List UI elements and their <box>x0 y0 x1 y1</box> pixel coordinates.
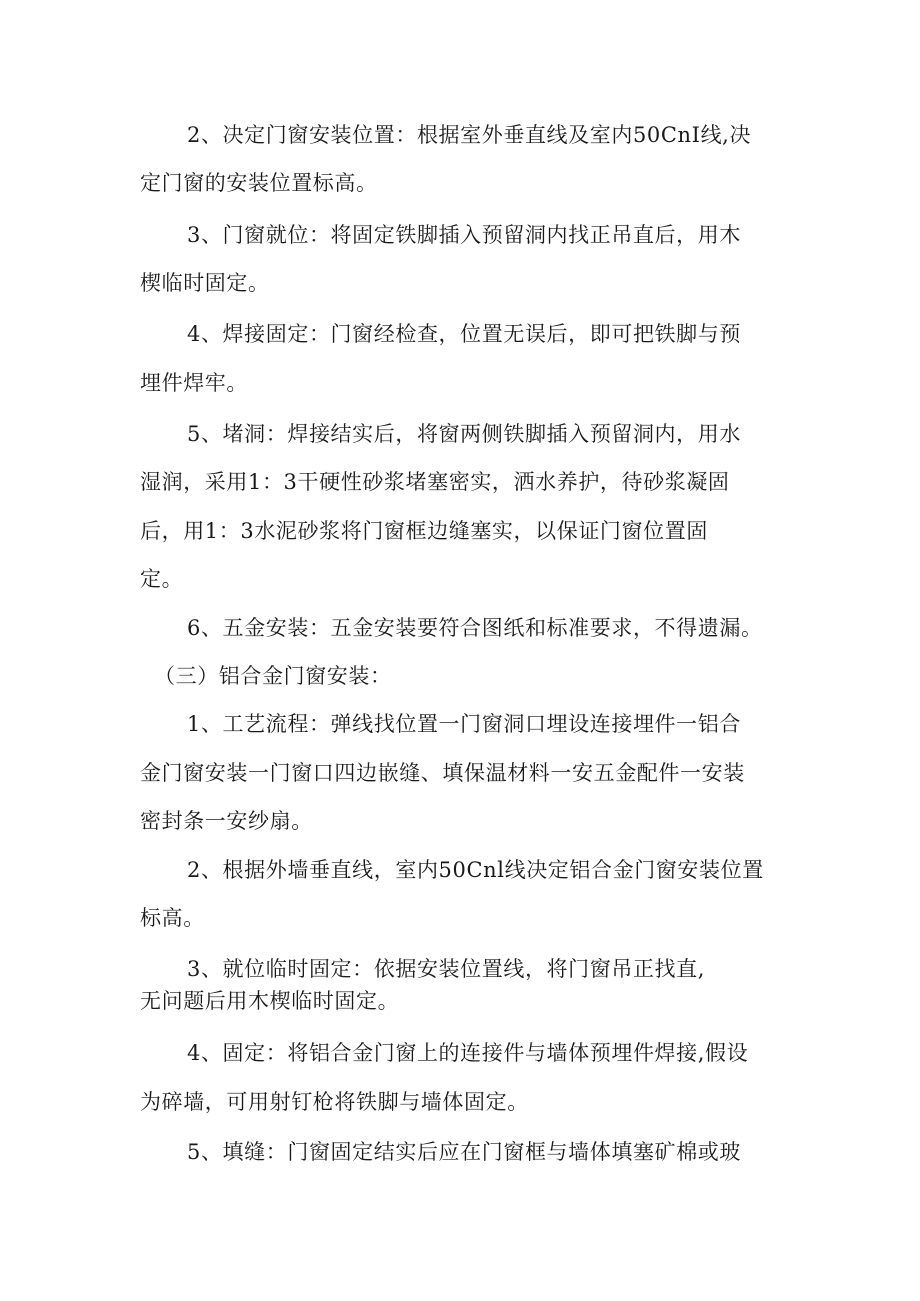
paragraph-line: 标高。 <box>140 906 205 930</box>
paragraph-line: 5、堵洞：焊接结实后，将窗两侧铁脚插入预留洞内，用水 <box>187 422 741 446</box>
paragraph-line: 2、决定门窗安装位置：根据室外垂直线及室内50CnI线,决 <box>187 123 752 147</box>
paragraph-line: 埋件焊牢。 <box>140 371 248 395</box>
paragraph-line: 6、五金安装：五金安装要符合图纸和标准要求，不得遗漏。 <box>187 616 763 640</box>
paragraph-line: 密封条一安纱扇。 <box>140 809 313 833</box>
paragraph-line: 定门窗的安装位置标高。 <box>140 171 378 195</box>
paragraph-line: 4、焊接固定：门窗经检查，位置无误后，即可把铁脚与预 <box>187 322 741 346</box>
paragraph-line: 定。 <box>140 567 184 591</box>
paragraph-line: 后，用1：3水泥砂浆将门窗框边缝塞实，以保证门窗位置固 <box>140 519 708 543</box>
paragraph-line: 5、填缝：门窗固定结实后应在门窗框与墙体填塞矿棉或玻 <box>187 1140 741 1164</box>
paragraph-line: 金门窗安装一门窗口四边嵌缝、填保温材料一安五金配件一安装 <box>140 761 745 785</box>
paragraph-line: 2、根据外墙垂直线，室内50Cnl线决定铝合金门窗安装位置 <box>187 858 764 882</box>
paragraph-line: 为碎墙，可用射钉枪将铁脚与墙体固定。 <box>140 1090 529 1114</box>
paragraph-line: 1、工艺流程：弹线找位置一门窗洞口埋设连接埋件一铝合 <box>187 712 741 736</box>
paragraph-line: 3、就位临时固定：依据安装位置线，将门窗吊正找直, <box>187 957 706 981</box>
paragraph-line: 4、固定：将铝合金门窗上的连接件与墙体预埋件焊接,假设 <box>187 1041 749 1065</box>
paragraph-line: 楔临时固定。 <box>140 271 270 295</box>
paragraph-line: 3、门窗就位：将固定铁脚插入预留洞内找正吊直后，用木 <box>187 223 741 247</box>
paragraph-line: 湿润，采用1：3干硬性砂浆堵塞密实，洒水养护，待砂浆凝固 <box>140 470 730 494</box>
paragraph-line: 无问题后用木楔临时固定。 <box>140 989 400 1013</box>
section-heading: （三）铝合金门窗安装： <box>154 664 392 688</box>
